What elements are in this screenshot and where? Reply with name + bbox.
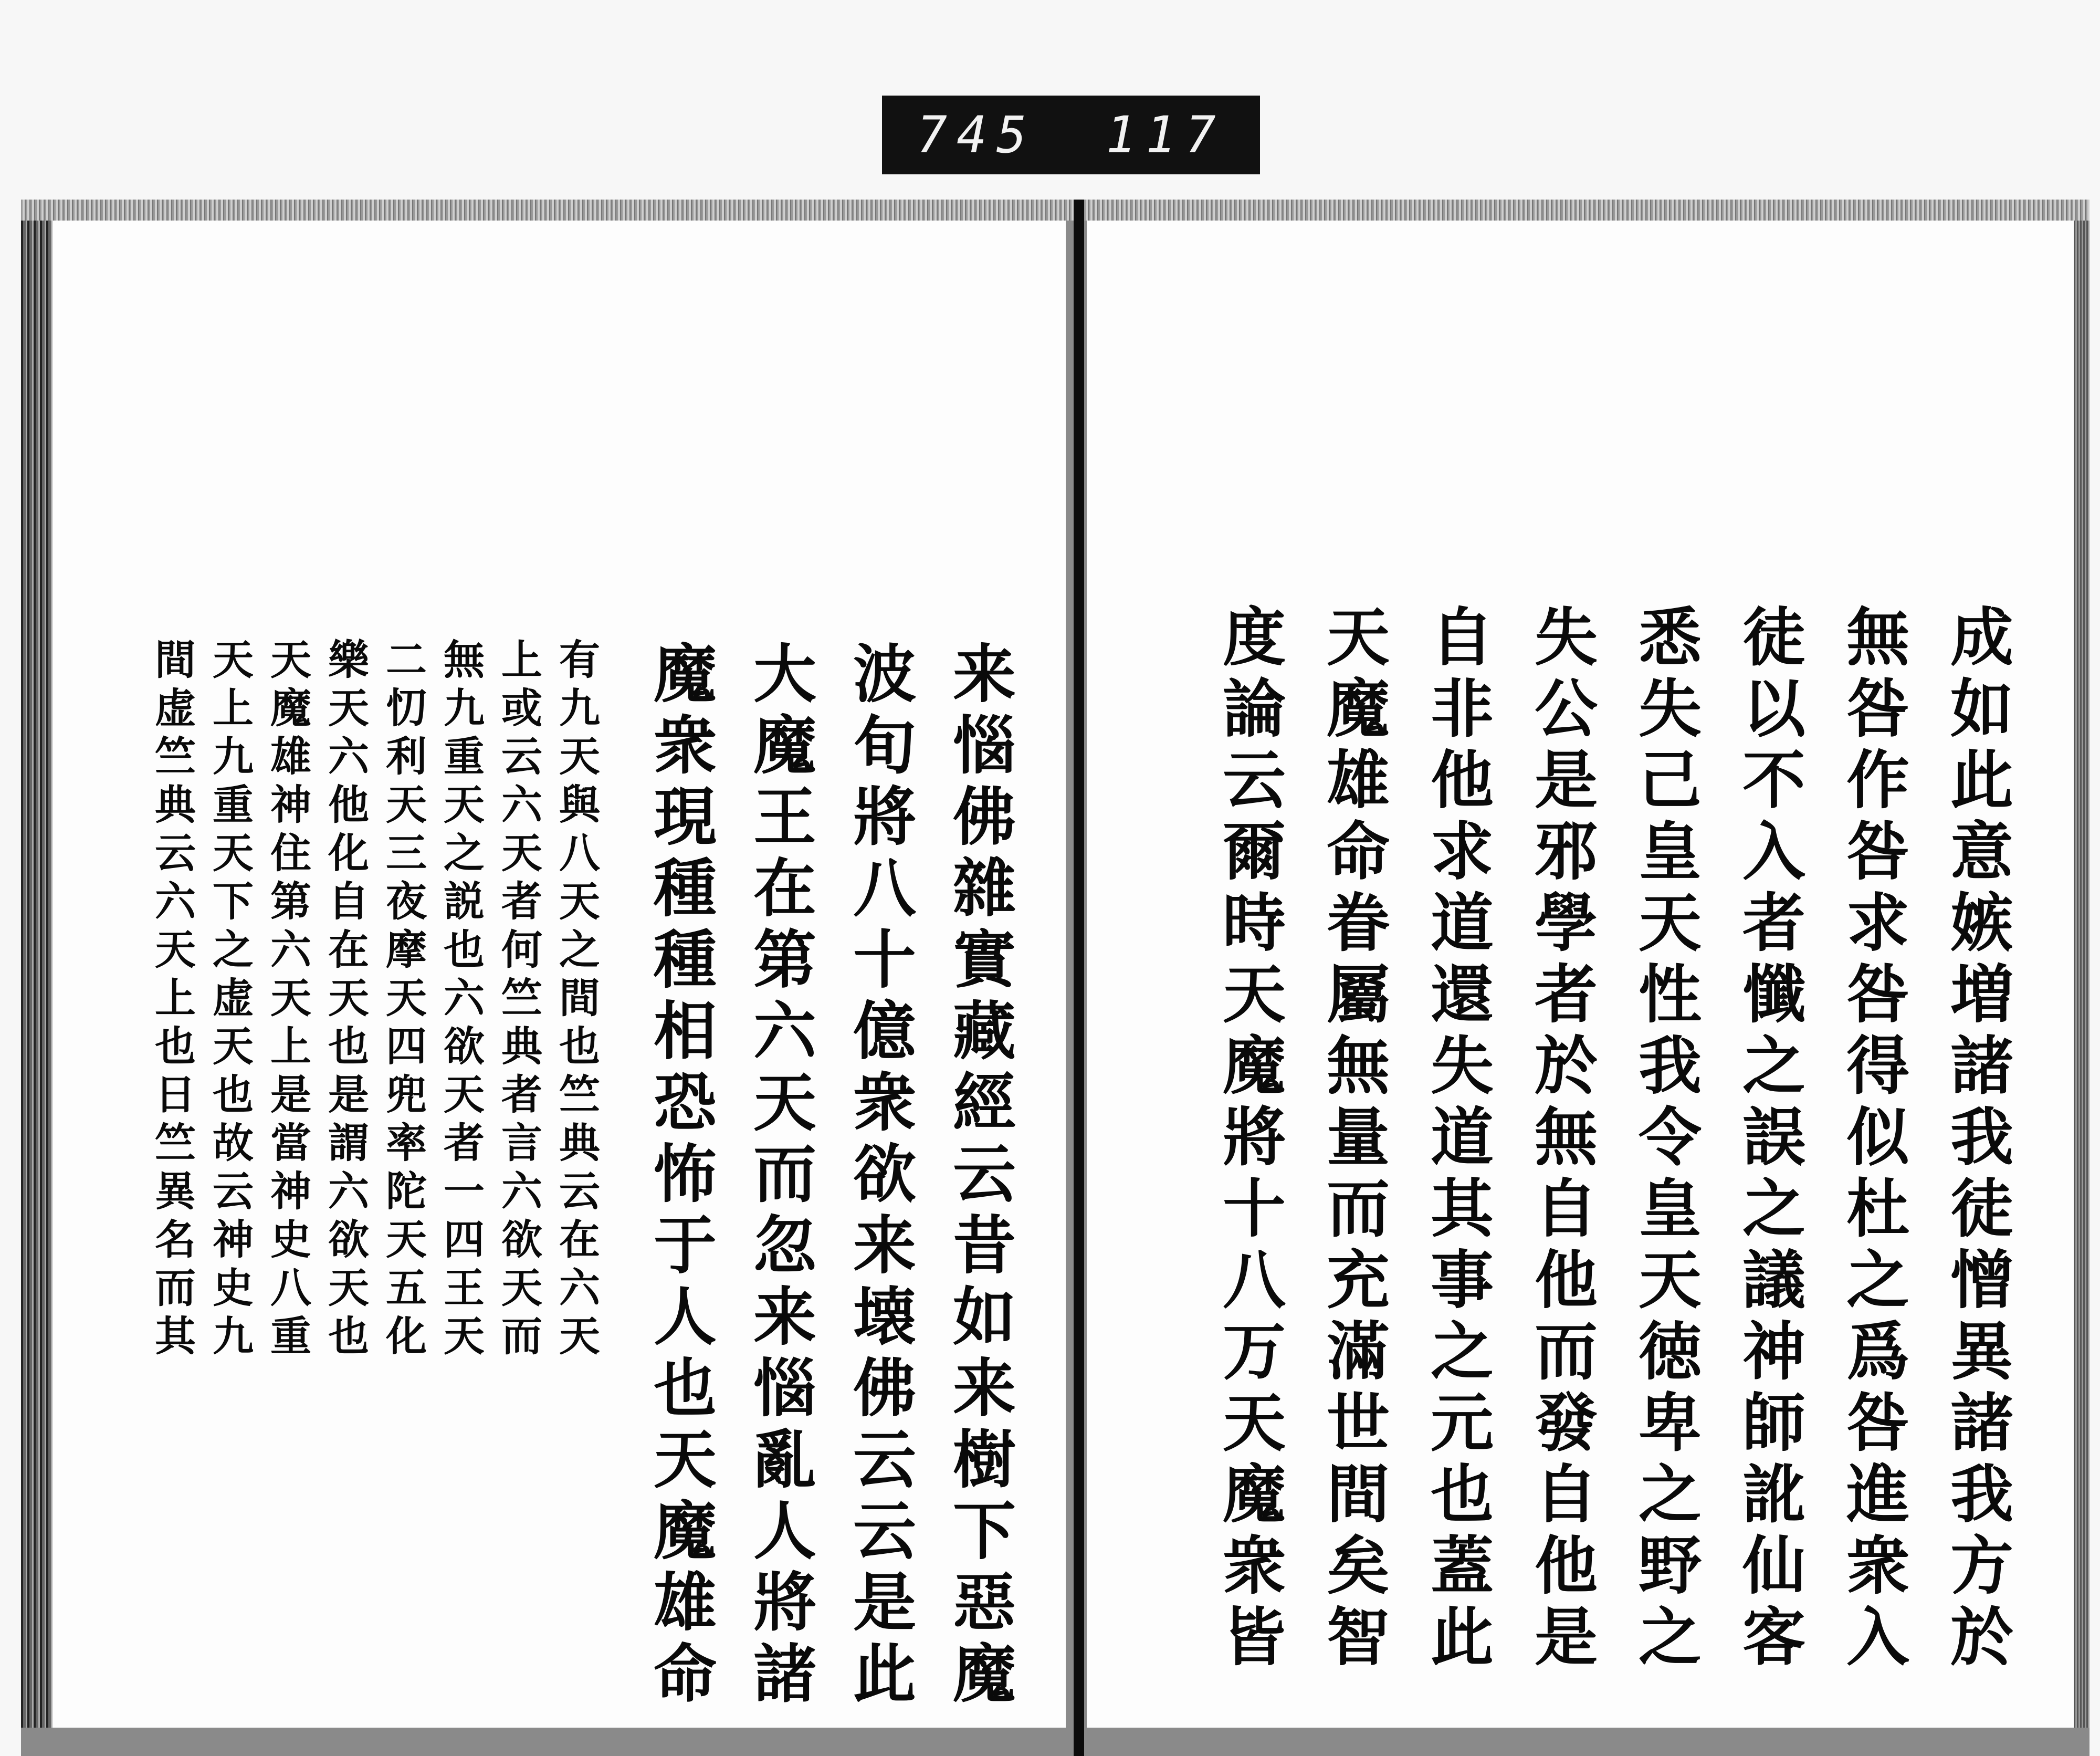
- text-column: 失公是邪學者於無自他而發自他是: [1524, 604, 1598, 1675]
- text-column: 無九重天之説也六欲天者一四王天: [437, 638, 485, 1363]
- left-page: [52, 221, 1066, 1728]
- text-column: 間虚竺典云六天上也日竺異名而其: [148, 638, 196, 1363]
- text-column: 天魔雄神住第六天上是當神史八重: [264, 638, 311, 1363]
- text-column: 成如此意嫉増諸我徒憎異諸我方於: [1940, 604, 2014, 1675]
- open-book: [21, 200, 2090, 1756]
- text-column: 自非他求道還失道其事之元也蓋此: [1420, 604, 1494, 1675]
- book-gutter: [1074, 200, 1084, 1756]
- text-column: 度論云爾時天魔將十八万天魔衆皆: [1212, 604, 1286, 1675]
- right-page: [1087, 221, 2074, 1728]
- text-column: 魔衆現種種相恐怖于人也天魔雄命: [643, 641, 717, 1712]
- text-column: 樂天六他化自在天也是謂六欲天也: [321, 638, 369, 1363]
- frame-number-right: 117: [1106, 106, 1225, 164]
- text-column: 悉失己皇天性我令皇天徳卑之野之: [1628, 604, 1702, 1675]
- text-column: 上或云六天者何竺典者言六欲天而: [495, 638, 542, 1363]
- text-column: 有九天與八天之間也竺典云在六天: [552, 638, 600, 1363]
- microfilm-frame-label: [882, 96, 1260, 174]
- text-column: 来惱佛雜實藏經云昔如来樹下惡魔: [942, 641, 1016, 1712]
- page-stack-left-edge: [21, 221, 52, 1728]
- text-column: 天上九重天下之虚天也故云神史九: [206, 638, 254, 1363]
- page-stack-right-edge: [2074, 221, 2090, 1728]
- text-column: 無咎作咎求咎得似杜之爲咎進衆入: [1836, 604, 1910, 1675]
- text-column: 二忉利天三夜摩天四兜率陀天五化: [379, 638, 427, 1363]
- book-top-edge: [21, 200, 2090, 221]
- text-column: 大魔王在第六天而忽来惱亂人將諸: [743, 641, 817, 1712]
- text-column: 波旬將八十億衆欲来壊佛云云是此: [843, 641, 917, 1712]
- text-column: 徒以不入者懺之誤之議神師訛仙客: [1732, 604, 1806, 1675]
- frame-number-left: 745: [917, 106, 1036, 164]
- left-page-small-text: [131, 638, 598, 1636]
- left-page-large-text: [635, 641, 1016, 1717]
- right-page-text: [1192, 604, 2014, 1707]
- text-column: 天魔雄命眷屬無量而充滿世間矣智: [1316, 604, 1390, 1675]
